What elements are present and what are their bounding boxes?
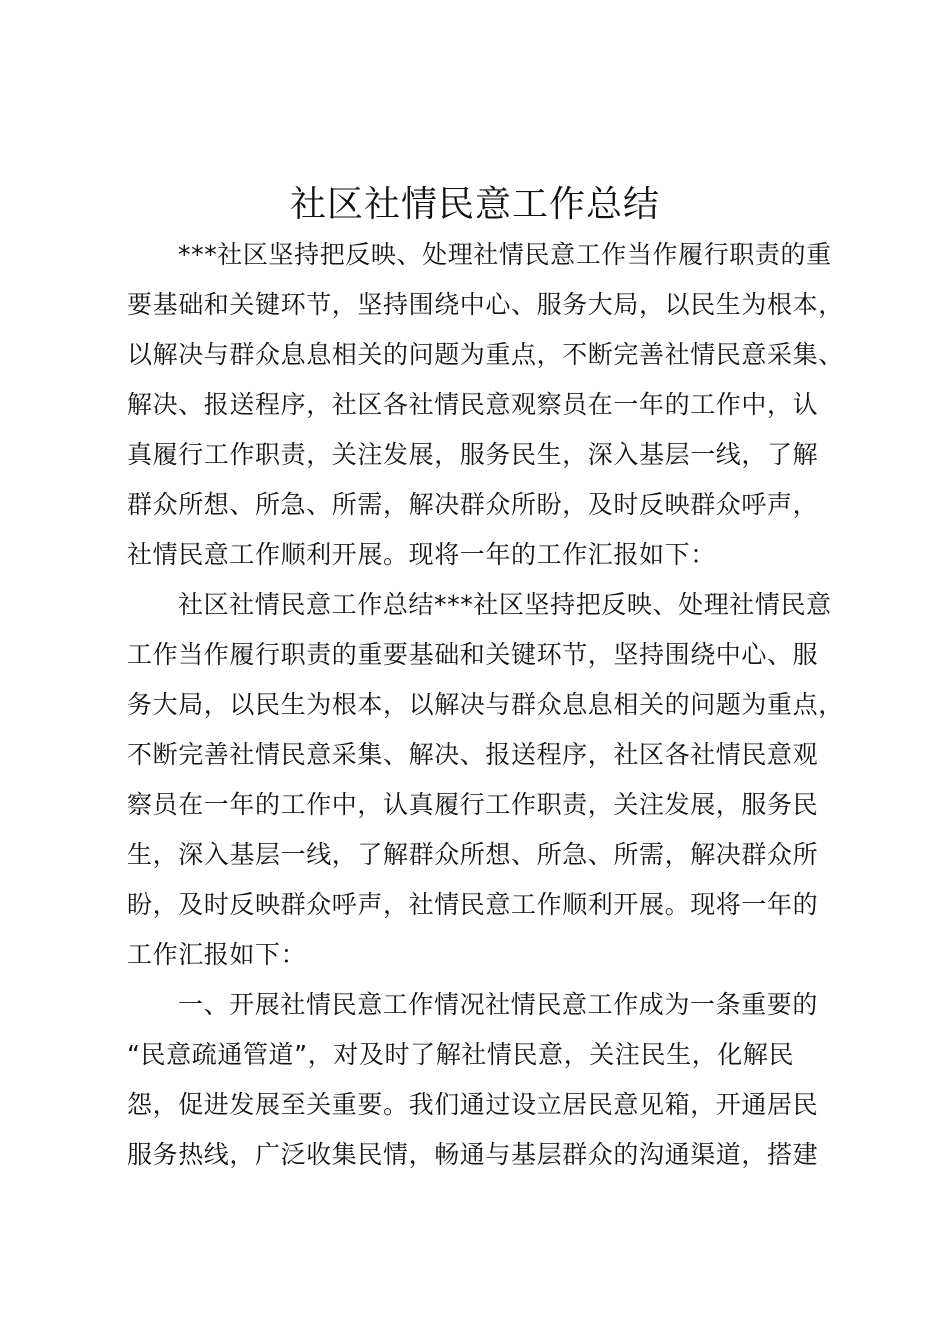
document-title: 社区社情民意工作总结 bbox=[289, 184, 660, 225]
paragraph-2-line-6: 生，深入基层一线，了解群众所想、所急、所需，解决群众所 bbox=[127, 840, 819, 869]
paragraph-1-line-7: 社情民意工作顺利开展。现将一年的工作汇报如下： bbox=[127, 540, 716, 569]
paragraph-2-line-2: 工作当作履行职责的重要基础和关键环节，坚持围绕中心、服 bbox=[127, 640, 819, 669]
paragraph-2-line-8: 工作汇报如下： bbox=[127, 940, 307, 969]
paragraph-3-line-3: 怨，促进发展至关重要。我们通过设立居民意见箱，开通居民 bbox=[127, 1090, 819, 1119]
paragraph-2-line-5: 察员在一年的工作中，认真履行工作职责，关注发展，服务民 bbox=[127, 790, 819, 819]
paragraph-1-line-4: 解决、报送程序，社区各社情民意观察员在一年的工作中，认 bbox=[127, 390, 819, 419]
paragraph-1-line-5: 真履行工作职责，关注发展，服务民生，深入基层一线，了解 bbox=[127, 440, 819, 469]
paragraph-2-line-4: 不断完善社情民意采集、解决、报送程序，社区各社情民意观 bbox=[127, 740, 819, 769]
paragraph-2-line-7: 盼，及时反映群众呼声，社情民意工作顺利开展。现将一年的 bbox=[127, 890, 819, 919]
paragraph-3-line-1: 一、开展社情民意工作情况社情民意工作成为一条重要的 bbox=[178, 990, 819, 1019]
paragraph-3-line-2: “民意疏通管道”，对及时了解社情民意，关注民生，化解民 bbox=[127, 1040, 795, 1069]
paragraph-1-line-3: 以解决与群众息息相关的问题为重点，不断完善社情民意采集、 bbox=[127, 340, 844, 369]
paragraph-1-line-1: ***社区坚持把反映、处理社情民意工作当作履行职责的重 bbox=[178, 240, 832, 269]
paragraph-1-line-6: 群众所想、所急、所需，解决群众所盼，及时反映群众呼声， bbox=[127, 490, 819, 519]
paragraph-2-line-1: 社区社情民意工作总结***社区坚持把反映、处理社情民意 bbox=[178, 590, 832, 619]
paragraph-3-line-4: 服务热线，广泛收集民情，畅通与基层群众的沟通渠道，搭建 bbox=[127, 1140, 819, 1169]
paragraph-2-line-3: 务大局，以民生为根本，以解决与群众息息相关的问题为重点， bbox=[127, 690, 844, 719]
paragraph-1-line-2: 要基础和关键环节，坚持围绕中心、服务大局，以民生为根本， bbox=[127, 290, 844, 319]
